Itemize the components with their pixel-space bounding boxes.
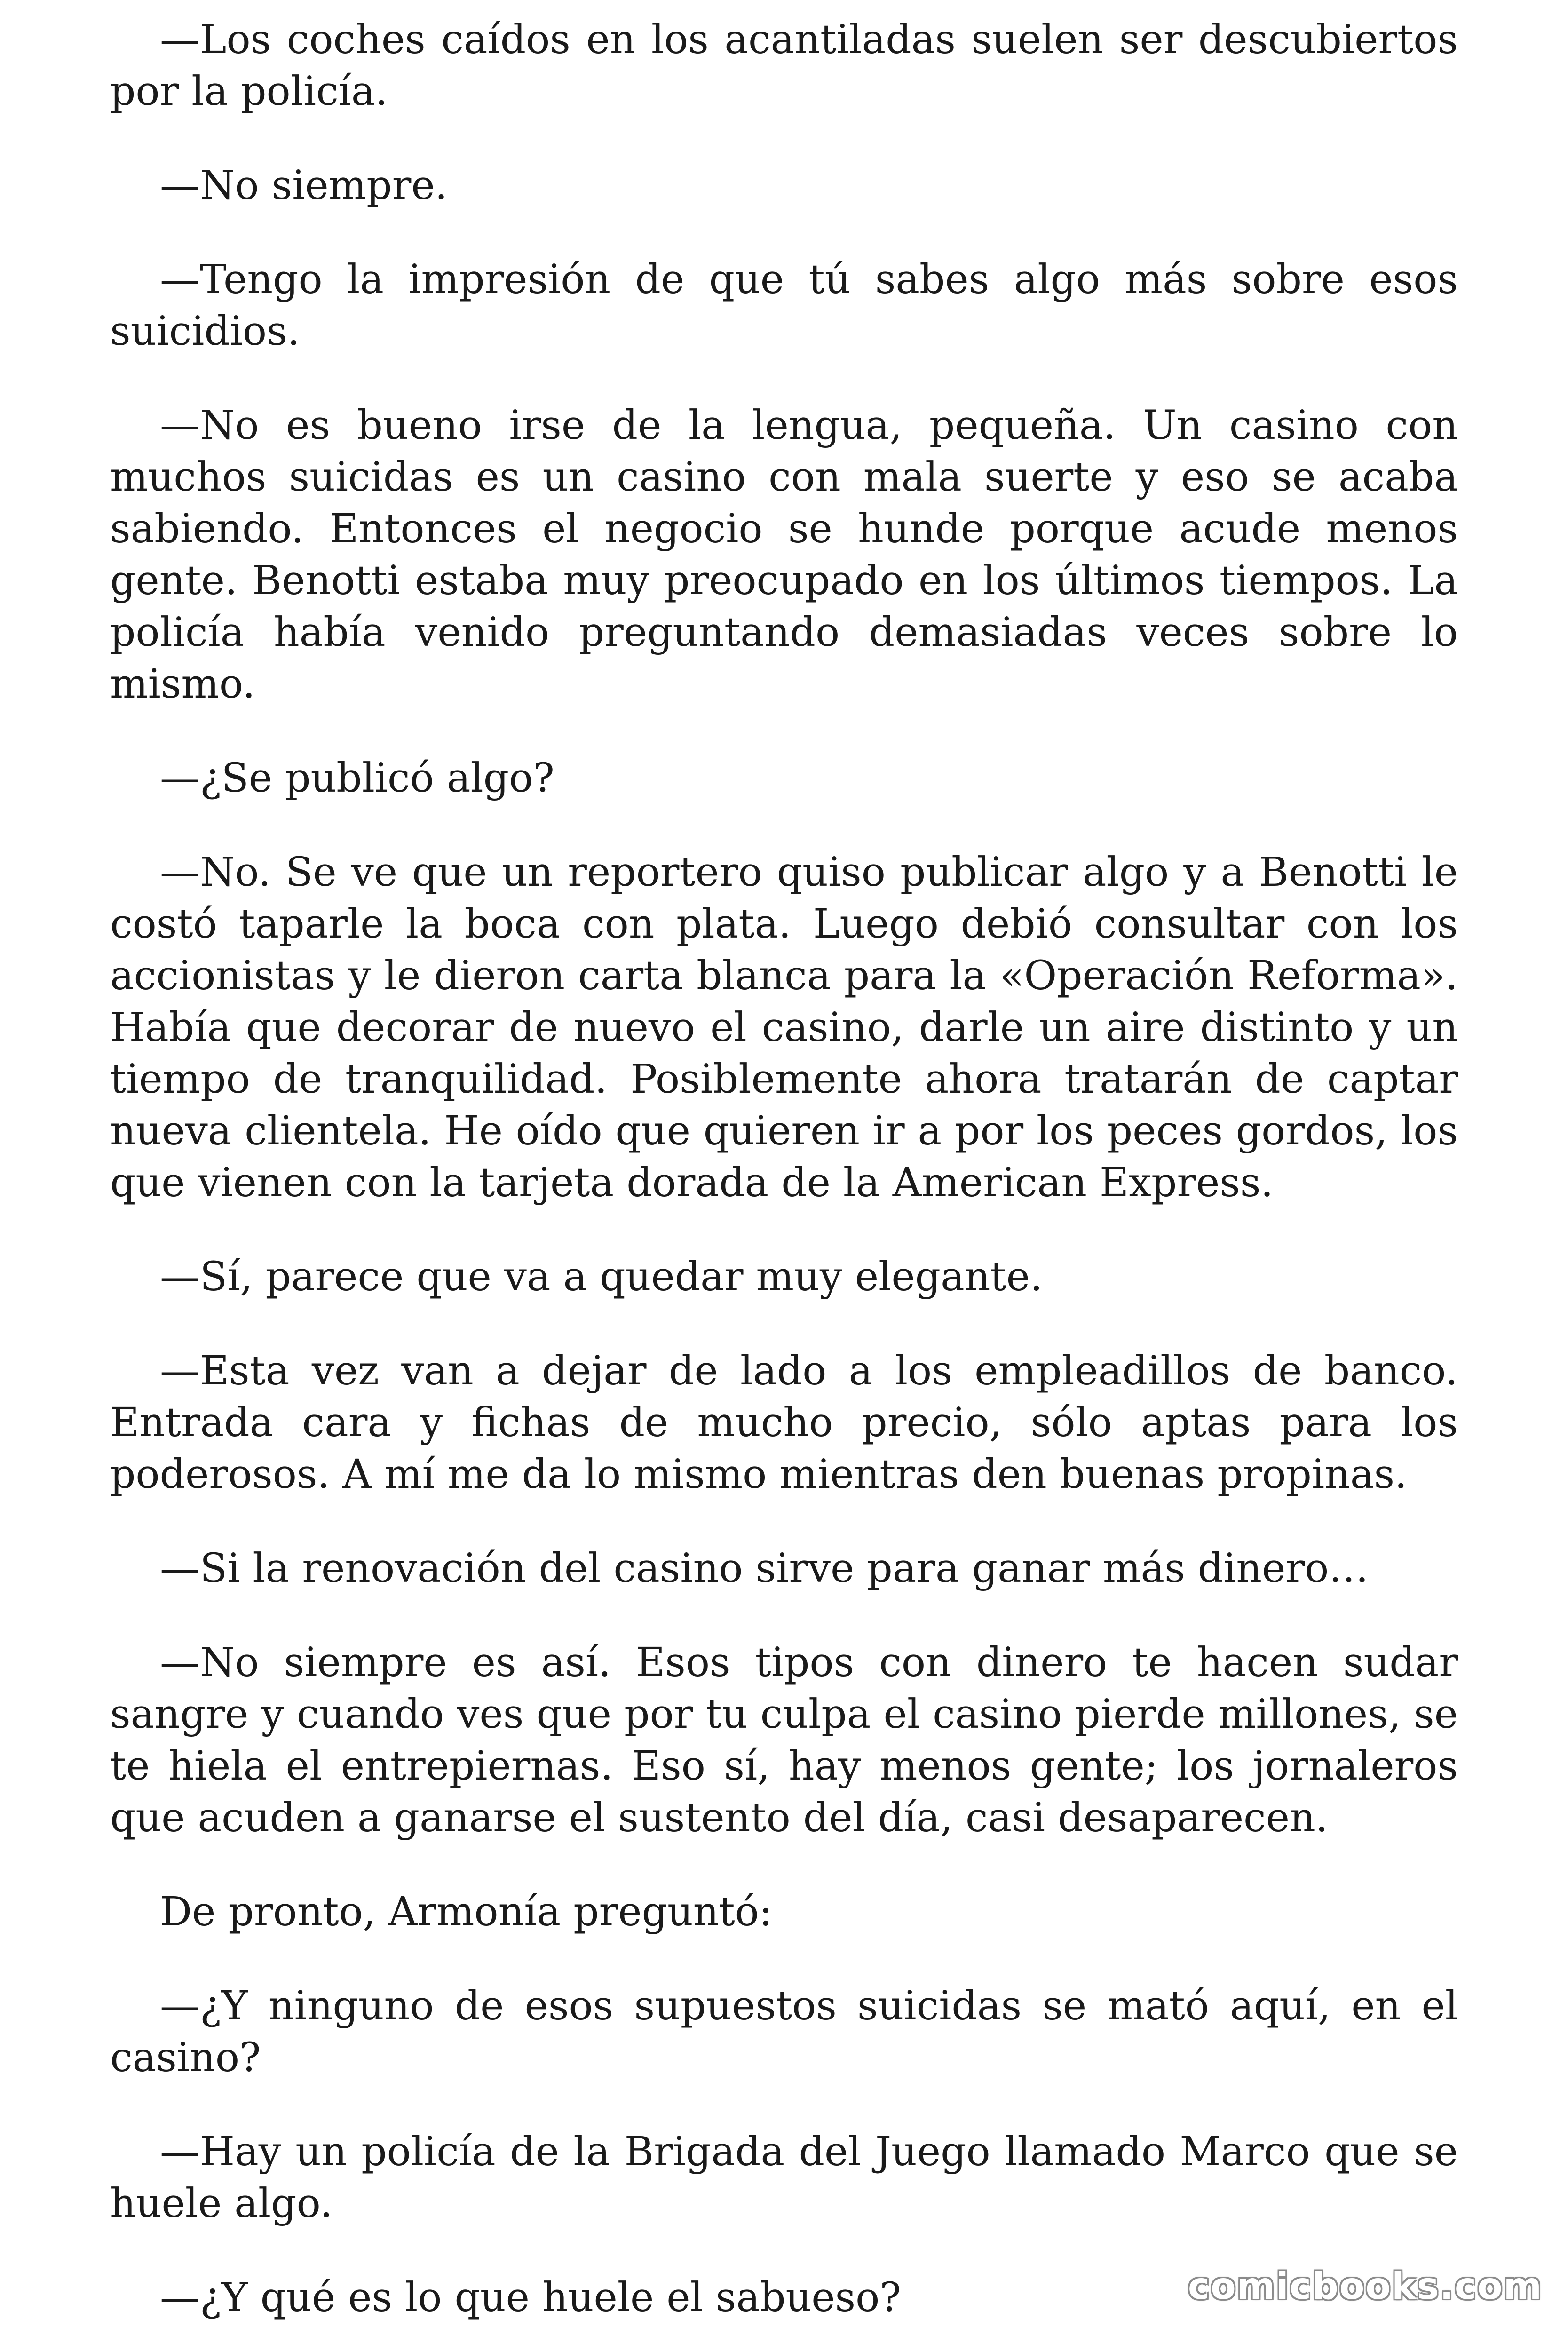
book-page-text <box>110 14 1458 2352</box>
watermark: comicbooks.com <box>1188 2265 1543 2308</box>
paragraph: —Hay un policía de la Brigada del Juego llamado Marco que se huele algo. <box>110 2129 1458 2227</box>
paragraph: —Sí, parece que va a quedar muy elegante. <box>160 1254 1043 1300</box>
paragraph: —No es bueno irse de la lengua, pequeña. Un casino con muchos suicidas es un casino con mala suerte y eso se acaba sabiendo. Entonces el negocio se hunde porque acude menos gente. Benotti estaba muy preocupado en los últimos tiempos. La policía había venido preguntando demasiadas veces sobre lo mismo. <box>110 402 1458 707</box>
paragraph: —No. Se ve que un reportero quiso publicar algo y a Benotti le costó taparle la boca con plata. Luego debió consultar con los accionistas y le dieron carta blanca para la «Operación Reforma». Había que decorar de nuevo el casino, darle un aire distinto y un tiempo de tranquilidad. Posiblemente ahora tratarán de captar nueva clientela. He oído que quieren ir a por los peces gordos, los que vienen con la tarjeta dorada de la American Express. <box>110 849 1458 1206</box>
paragraph: —Tengo la impresión de que tú sabes algo más sobre esos suicidios. <box>110 256 1458 355</box>
paragraph: De pronto, Armonía preguntó: <box>160 1889 773 1935</box>
paragraph: —Los coches caídos en los acantiladas suelen ser descubiertos por la policía. <box>110 16 1458 115</box>
paragraph: —¿Se publicó algo? <box>160 755 554 802</box>
paragraph: —¿Y qué es lo que huele el sabueso? <box>160 2274 901 2321</box>
paragraph: —Si la renovación del casino sirve para ganar más dinero… <box>160 1545 1369 1592</box>
paragraph: —Esta vez van a dejar de lado a los empleadillos de banco. Entrada cara y fichas de mucho precio, sólo aptas para los poderosos. A mí me da lo mismo mientras den buenas propinas. <box>110 1348 1458 1498</box>
paragraph: —¿Y ninguno de esos supuestos suicidas se mató aquí, en el casino? <box>110 1983 1458 2081</box>
paragraph: —No siempre es así. Esos tipos con dinero te hacen sudar sangre y cuando ves que por tu culpa el casino pierde millones, se te hiela el entrepiernas. Eso sí, hay menos gente; los jornaleros que acuden a ganarse el sustento del día, casi desaparecen. <box>110 1639 1458 1841</box>
paragraph: —No siempre. <box>160 162 448 209</box>
